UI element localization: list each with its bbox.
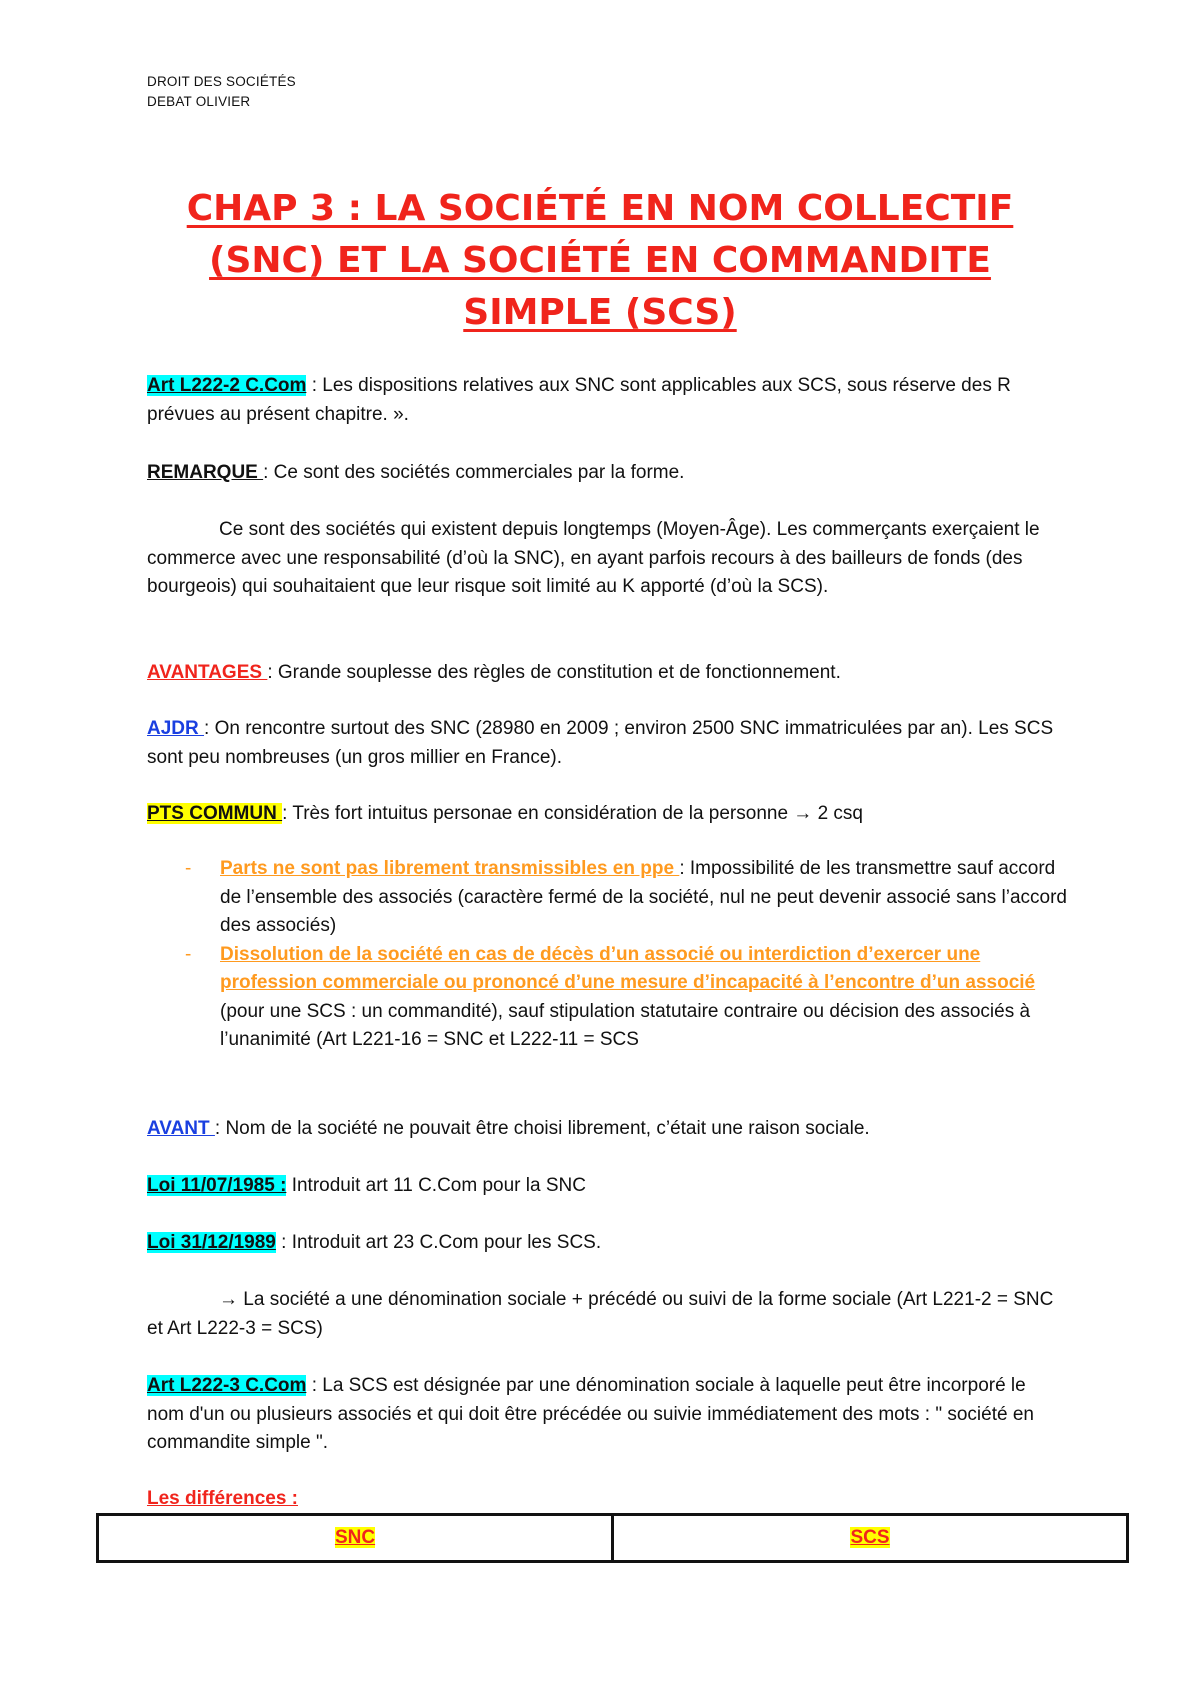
dash-bullet: - — [185, 858, 192, 879]
differences-table — [96, 1513, 1129, 1563]
column-header-snc: SNC — [334, 1527, 376, 1548]
ajdr-label: AJDR — [147, 718, 205, 739]
table-cell — [613, 1515, 1128, 1562]
ajdr-text: : On rencontre surtout des SNC (28980 en 2009 ; environ 2500 SNC immatriculées par an). Les SCS sont peu nombreuses (un gros millier en France). — [147, 718, 1054, 768]
ajdr-paragraph — [147, 715, 1067, 772]
article-text: : Les dispositions relatives aux SNC sont applicables aux SCS, sous réserve des R prévues au présent chapitre. ». — [147, 375, 1011, 425]
remarque-text: : Ce sont des sociétés commerciales par la forme. — [263, 462, 685, 483]
bullet-text: : Impossibilité de les transmettre sauf accord de l’ensemble des associés (caractère fermé de la société, nul ne peut devenir associé sans l’accord des associés) — [220, 858, 1068, 936]
differences-heading — [147, 1485, 1067, 1514]
avant-label: AVANT — [147, 1118, 215, 1139]
list-item — [185, 941, 1075, 1055]
column-header-scs: SCS — [850, 1527, 890, 1548]
course-name: DROIT DES SOCIÉTÉS — [147, 74, 296, 89]
loi-1989-paragraph — [147, 1229, 1067, 1258]
avantages-label: AVANTAGES — [147, 662, 268, 683]
article-label: Art L222-2 C.Com — [147, 375, 307, 396]
history-paragraph: Ce sont des sociétés qui existent depuis longtemps (Moyen-Âge). Les commerçants exerçaient le commerce avec une responsabilité (d’où la SNC), en ayant parfois recours à des bailleurs de fonds (des bourgeois) qui souhaitaient que leur risque soit limité au K apporté (d’où la SCS). — [147, 519, 1040, 597]
bullet-text: (pour une SCS : un commandité), sauf stipulation statutaire contraire ou décision des associés à l’unanimité (Art L221-16 = SNC et L222-11 = SCS — [220, 1000, 1031, 1050]
document-header — [147, 72, 296, 112]
loi-1989-label: Loi 31/12/1989 — [147, 1232, 276, 1253]
table-cell — [98, 1515, 613, 1562]
consequences-list — [185, 855, 1075, 1055]
article-text: : La SCS est désignée par une dénomination sociale à laquelle peut être incorporé le nom d'un ou plusieurs associés et qui doit être précédée ou suivie immédiatement des mots : " société en commandite simple ". — [147, 1375, 1034, 1453]
author-name: DEBAT OLIVIER — [147, 94, 251, 109]
list-item — [185, 855, 1075, 941]
avantages-text: : Grande souplesse des règles de constitution et de fonctionnement. — [267, 662, 841, 683]
pts-commun-paragraph — [147, 800, 1067, 829]
pts-commun-text: : Très fort intuitus personae en considération de la personne → 2 csq — [282, 803, 864, 824]
loi-1985-paragraph — [147, 1172, 1067, 1201]
differences-label: Les différences : — [147, 1488, 298, 1509]
chapter-title: CHAP 3 : LA SOCIÉTÉ EN NOM COLLECTIF (SNC) ET LA SOCIÉTÉ EN COMMANDITE SIMPLE (SCS) — [186, 188, 1014, 333]
pts-commun-label: PTS COMMUN — [147, 803, 283, 824]
table-row — [98, 1515, 1128, 1562]
loi-1989-text: : Introduit art 23 C.Com pour les SCS. — [275, 1232, 602, 1253]
article-l222-3-paragraph — [147, 1372, 1067, 1458]
avant-text: : Nom de la société ne pouvait être choisi librement, c’était une raison sociale. — [214, 1118, 870, 1139]
avantages-paragraph — [147, 659, 1067, 688]
avant-paragraph — [147, 1115, 1067, 1144]
remarque-label: REMARQUE — [147, 462, 264, 483]
denomination-paragraph: → La société a une dénomination sociale + précédé ou suivi de la forme sociale (Art L221-2 = SNC et Art L222-3 = SCS) — [147, 1289, 1054, 1339]
remarque-paragraph — [147, 459, 1067, 488]
loi-1985-label: Loi 11/07/1985 : — [147, 1175, 287, 1196]
dash-bullet: - — [185, 943, 192, 965]
loi-1985-text: Introduit art 11 C.Com pour la SNC — [286, 1175, 586, 1196]
article-l222-2-paragraph — [147, 372, 1067, 429]
bullet-label: Parts ne sont pas librement transmissibles en ppe — [220, 858, 680, 879]
bullet-label: Dissolution de la société en cas de décès d’un associé ou interdiction d’exercer une profession commerciale ou prononcé d’une mesure d’incapacité à l’encontre d’un associé — [220, 943, 1036, 993]
article-label: Art L222-3 C.Com — [147, 1375, 307, 1396]
